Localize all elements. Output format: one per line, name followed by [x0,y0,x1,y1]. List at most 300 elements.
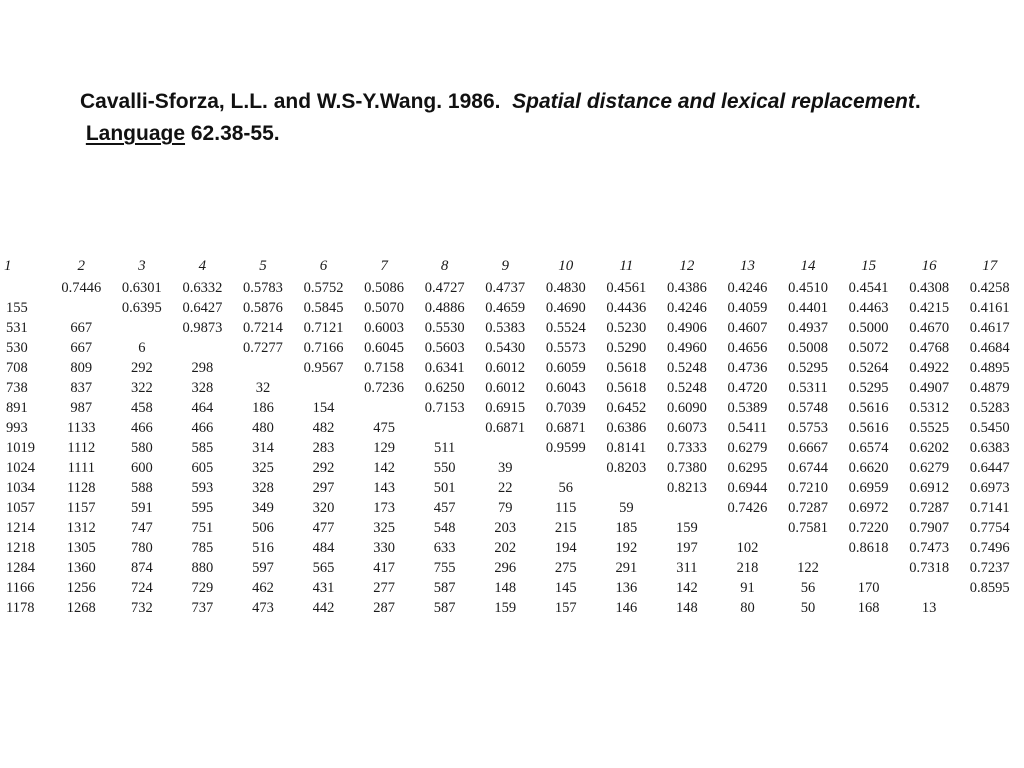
matrix-cell: 1305 [66,540,96,556]
column-header: 16 [921,258,937,274]
matrix-cell: 809 [70,360,93,376]
matrix-cell: 0.6973 [969,480,1010,496]
matrix-cell [959,598,1020,618]
matrix-cell: 0.4684 [969,340,1010,356]
column-header-row [4,254,1020,278]
matrix-cell: 466 [191,420,214,436]
matrix-cell: 0.4656 [727,340,768,356]
column-header: 5 [259,258,267,274]
matrix-cell: 56 [558,480,574,496]
citation-pages: 62.38-55. [190,122,280,145]
matrix-cell: 0.9599 [545,440,586,456]
matrix-cell: 0.6395 [121,300,162,316]
matrix-cell: 0.5248 [666,380,707,396]
matrix-cell: 0.5573 [545,340,586,356]
matrix-cell: 0.8141 [606,440,647,456]
matrix-cell: 0.4907 [909,380,950,396]
row-total-cell: 1024 [6,460,35,476]
matrix-cell: 667 [70,340,93,356]
matrix-cell: 0.5290 [606,340,647,356]
matrix-cell: 591 [130,500,153,516]
matrix-cell: 0.7210 [788,480,828,496]
matrix-cell: 0.6427 [182,300,223,316]
matrix-cell: 550 [433,460,456,476]
row-total-cell: 1214 [6,520,35,536]
matrix-cell [414,418,475,438]
column-header: 3 [138,258,146,274]
matrix-cell: 297 [312,480,335,496]
matrix-cell [172,338,233,358]
matrix-cell: 296 [494,560,517,576]
matrix-cell: 0.5752 [303,280,344,296]
row-total-cell: 1166 [6,580,35,596]
matrix-cell: 0.4670 [909,320,950,336]
matrix-cell: 330 [373,540,395,556]
matrix-cell: 170 [857,580,880,596]
matrix-cell: 785 [191,540,214,556]
table-row [4,378,1020,398]
row-total-cell [4,278,51,298]
matrix-cell: 0.7214 [243,320,283,336]
column-header: 6 [319,258,328,274]
table-row [4,298,1020,318]
matrix-cell: 0.7380 [666,460,707,476]
matrix-cell: 0.5248 [666,360,707,376]
matrix-cell: 0.5383 [485,320,526,336]
matrix-cell: 595 [191,500,214,516]
matrix-cell: 0.6301 [121,280,162,296]
matrix-cell: 593 [191,480,214,496]
matrix-cell: 218 [736,560,759,576]
row-total-cell: 708 [6,360,28,376]
matrix-cell: 0.6452 [606,400,647,416]
matrix-cell: 0.4736 [727,360,768,376]
matrix-cell: 148 [676,600,698,616]
matrix-cell: 0.4937 [788,320,828,336]
matrix-cell: 633 [433,540,456,556]
matrix-cell: 880 [191,560,214,576]
matrix-cell: 1268 [66,600,96,616]
matrix-cell: 501 [433,480,456,496]
matrix-cell: 50 [800,600,816,616]
matrix-cell: 159 [494,600,517,616]
table-row [4,578,1020,598]
matrix-cell: 1112 [67,440,96,456]
matrix-cell: 0.5072 [848,340,889,356]
column-header: 10 [558,258,574,274]
matrix-cell: 0.8213 [666,480,707,496]
matrix-cell: 0.7581 [788,520,828,536]
matrix-cell: 0.5530 [424,320,465,336]
column-header: 2 [77,258,86,274]
matrix-cell: 59 [619,500,634,516]
matrix-cell: 0.5008 [788,340,828,356]
matrix-cell: 431 [312,580,335,596]
matrix-cell: 0.6959 [848,480,889,496]
matrix-cell: 0.7333 [666,440,707,456]
matrix-cell: 215 [554,520,577,536]
matrix-cell: 0.4463 [848,300,889,316]
distance-matrix [4,254,1020,618]
matrix-cell: 186 [252,400,274,416]
matrix-cell: 168 [857,600,880,616]
matrix-cell: 203 [494,520,517,536]
matrix-cell: 0.7496 [969,540,1010,556]
matrix-cell: 325 [252,460,274,476]
matrix-cell: 0.4690 [545,300,586,316]
matrix-cell: 0.5311 [788,380,828,396]
matrix-cell: 477 [312,520,335,536]
matrix-cell: 588 [130,480,153,496]
column-header: 1 [4,258,12,274]
table-row [4,518,1020,538]
column-header: 14 [800,258,816,274]
matrix-cell: 0.5783 [243,280,283,296]
matrix-cell: 159 [676,520,698,536]
matrix-cell [657,498,718,518]
matrix-cell: 0.8595 [969,580,1010,596]
matrix-cell: 0.7473 [909,540,950,556]
matrix-cell [354,398,415,418]
matrix-cell: 298 [191,360,214,376]
matrix-cell: 417 [373,560,395,576]
column-header: 15 [861,258,877,274]
matrix-cell: 0.6972 [848,500,889,516]
matrix-cell: 0.4541 [848,280,889,296]
row-total-cell: 155 [6,300,28,316]
table-row [4,458,1020,478]
matrix-cell [596,478,657,498]
matrix-cell: 0.6059 [545,360,586,376]
matrix-cell: 482 [312,420,335,436]
matrix-cell: 154 [312,400,335,416]
matrix-cell: 464 [191,400,214,416]
matrix-cell: 0.4895 [969,360,1010,376]
matrix-cell: 0.6045 [364,340,405,356]
matrix-cell [838,558,899,578]
matrix-cell: 506 [252,520,274,536]
matrix-cell: 597 [252,560,274,576]
matrix-cell: 0.5753 [788,420,828,436]
matrix-cell: 605 [191,460,214,476]
citation-authors-year: Cavalli-Sforza, L.L. and W.S-Y.Wang. 1986. [80,90,501,113]
matrix-cell: 0.7141 [969,500,1010,516]
matrix-cell: 287 [373,600,395,616]
matrix-cell: 0.4768 [909,340,950,356]
matrix-cell: 0.5000 [848,320,889,336]
matrix-cell: 0.5411 [727,420,768,436]
matrix-cell: 0.4607 [727,320,768,336]
matrix-cell: 157 [554,600,577,616]
matrix-cell: 480 [252,420,274,436]
matrix-cell: 600 [130,460,153,476]
column-header: 17 [982,258,998,274]
matrix-cell: 146 [615,600,638,616]
matrix-cell: 0.6871 [485,420,526,436]
matrix-cell: 192 [615,540,638,556]
matrix-cell: 0.6073 [666,420,707,436]
matrix-cell: 466 [130,420,153,436]
matrix-cell: 0.5876 [243,300,283,316]
matrix-cell: 102 [736,540,759,556]
matrix-cell: 143 [373,480,395,496]
matrix-cell: 0.7158 [364,360,405,376]
matrix-cell: 0.5230 [606,320,647,336]
column-header: 11 [619,258,634,274]
matrix-cell: 0.6202 [909,440,950,456]
matrix-cell: 328 [191,380,214,396]
matrix-cell: 0.7446 [61,280,102,296]
table-row [4,418,1020,438]
matrix-cell: 585 [191,440,214,456]
matrix-cell: 475 [373,420,395,436]
matrix-cell: 0.5283 [969,400,1010,416]
matrix-cell: 0.5430 [485,340,526,356]
matrix-cell: 39 [497,460,513,476]
matrix-cell: 0.4960 [666,340,707,356]
row-total-cell: 1034 [6,480,35,496]
row-total-cell: 1057 [6,500,35,516]
matrix-cell: 328 [252,480,274,496]
matrix-cell: 0.6279 [909,460,950,476]
matrix-cell [475,438,536,458]
matrix-cell: 1157 [67,500,96,516]
matrix-cell: 91 [740,580,755,596]
matrix-cell: 6 [138,340,146,356]
matrix-cell: 667 [70,320,93,336]
table-row [4,318,1020,338]
table-row [4,278,1020,298]
matrix-cell: 0.5616 [848,400,889,416]
matrix-cell: 32 [255,380,271,396]
table-row [4,538,1020,558]
matrix-cell: 0.4386 [666,280,707,296]
matrix-cell: 1133 [67,420,96,436]
matrix-cell: 142 [373,460,395,476]
row-total-cell: 891 [6,400,28,416]
matrix-cell: 0.7287 [909,500,950,516]
row-total-cell: 1178 [6,600,35,616]
matrix-cell: 0.6620 [848,460,889,476]
matrix-cell: 0.4059 [727,300,768,316]
matrix-cell [51,298,112,318]
table-row [4,398,1020,418]
matrix-cell: 320 [312,500,335,516]
matrix-cell: 1111 [67,460,95,476]
matrix-cell [536,458,597,478]
matrix-cell: 283 [312,440,335,456]
matrix-cell: 292 [130,360,153,376]
row-total-cell: 530 [6,340,28,356]
column-header: 12 [679,258,695,274]
matrix-cell: 0.5070 [364,300,405,316]
matrix-cell: 148 [494,580,517,596]
row-total-cell: 1284 [6,560,35,576]
matrix-cell [717,518,778,538]
matrix-cell: 0.4617 [969,320,1010,336]
matrix-cell: 0.9873 [182,320,223,336]
matrix-cell: 0.8203 [606,460,647,476]
matrix-cell: 0.4879 [969,380,1010,396]
matrix-cell: 325 [373,520,395,536]
column-header: 9 [501,258,509,274]
matrix-cell: 0.5525 [909,420,950,436]
matrix-cell: 0.5603 [424,340,465,356]
citation [80,86,980,150]
table-row [4,598,1020,618]
citation-journal: Language [85,122,186,145]
matrix-cell: 56 [800,580,816,596]
matrix-cell: 0.6250 [424,380,465,396]
matrix-cell: 0.6447 [969,460,1010,476]
matrix-cell: 1360 [66,560,96,576]
matrix-cell: 0.5389 [727,400,768,416]
matrix-cell: 580 [130,440,153,456]
matrix-cell: 0.6574 [848,440,889,456]
matrix-cell: 473 [252,600,274,616]
distance-matrix-table [4,254,1020,618]
matrix-cell: 0.4830 [545,280,586,296]
matrix-cell: 0.6341 [424,360,465,376]
row-total-cell: 1218 [6,540,35,556]
matrix-cell: 202 [494,540,517,556]
matrix-cell [293,378,354,398]
matrix-cell: 0.6383 [969,440,1010,456]
matrix-cell: 747 [130,520,153,536]
matrix-cell: 0.6912 [909,480,950,496]
column-header: 13 [739,258,755,274]
matrix-cell: 0.7754 [969,520,1010,536]
matrix-cell: 484 [312,540,335,556]
row-total-cell: 531 [6,320,28,336]
matrix-cell: 185 [615,520,638,536]
matrix-cell: 0.4922 [909,360,950,376]
matrix-cell: 751 [191,520,214,536]
matrix-cell: 0.5295 [788,360,828,376]
matrix-cell: 129 [373,440,395,456]
matrix-cell: 724 [130,580,153,596]
matrix-cell: 0.7039 [545,400,586,416]
matrix-cell: 0.5616 [848,420,889,436]
matrix-cell: 458 [130,400,153,416]
matrix-cell: 0.6043 [545,380,586,396]
matrix-cell: 874 [130,560,153,576]
matrix-cell: 516 [252,540,274,556]
table-row [4,558,1020,578]
matrix-cell: 275 [554,560,577,576]
matrix-cell [778,538,839,558]
matrix-cell: 0.7318 [909,560,950,576]
citation-title: Spatial distance and lexical replacement [512,90,915,113]
table-row [4,358,1020,378]
matrix-cell: 0.4161 [969,300,1010,316]
matrix-cell: 0.7907 [909,520,950,536]
matrix-cell: 194 [554,540,577,556]
matrix-cell: 987 [70,400,93,416]
matrix-cell: 142 [676,580,698,596]
matrix-cell: 0.4561 [606,280,647,296]
matrix-cell: 0.7166 [303,340,344,356]
matrix-cell: 0.7220 [848,520,889,536]
matrix-cell: 197 [676,540,698,556]
matrix-cell: 0.6944 [727,480,768,496]
matrix-cell: 0.6090 [666,400,707,416]
matrix-cell: 80 [740,600,755,616]
column-header: 7 [380,258,388,274]
matrix-cell: 0.4737 [485,280,526,296]
matrix-cell: 0.4510 [788,280,828,296]
matrix-cell: 0.6012 [485,380,526,396]
row-total-cell: 1019 [6,440,35,456]
matrix-cell: 587 [433,580,456,596]
matrix-cell: 0.6744 [788,460,828,476]
matrix-cell: 0.6386 [606,420,647,436]
matrix-cell: 442 [312,600,335,616]
matrix-cell: 349 [252,500,274,516]
matrix-cell: 0.5618 [606,360,647,376]
matrix-cell: 0.5450 [969,420,1010,436]
matrix-cell: 291 [615,560,638,576]
matrix-cell: 0.7153 [424,400,465,416]
table-row [4,338,1020,358]
matrix-cell [112,318,173,338]
matrix-cell: 13 [921,600,937,616]
matrix-cell: 0.5618 [606,380,647,396]
matrix-cell: 0.7237 [969,560,1010,576]
table-row [4,478,1020,498]
matrix-cell: 511 [434,440,456,456]
matrix-cell: 0.6667 [788,440,828,456]
matrix-cell: 0.9567 [303,360,344,376]
matrix-cell: 0.4906 [666,320,707,336]
matrix-cell: 0.7287 [788,500,828,516]
matrix-cell: 145 [554,580,577,596]
matrix-cell: 0.4727 [424,280,465,296]
matrix-cell: 0.4886 [424,300,465,316]
matrix-cell: 0.5264 [848,360,889,376]
matrix-cell: 0.4246 [727,280,768,296]
matrix-cell: 0.7236 [364,380,405,396]
matrix-cell: 0.4659 [485,300,526,316]
matrix-cell: 565 [312,560,335,576]
matrix-cell: 1128 [67,480,96,496]
matrix-cell: 0.6915 [485,400,526,416]
matrix-cell: 732 [130,600,153,616]
matrix-cell: 837 [70,380,93,396]
matrix-cell: 122 [797,560,819,576]
matrix-cell: 292 [312,460,335,476]
matrix-cell: 1312 [66,520,96,536]
matrix-cell: 79 [497,500,513,516]
matrix-cell: 0.4436 [606,300,647,316]
matrix-cell: 0.4215 [909,300,950,316]
matrix-cell: 780 [130,540,153,556]
matrix-cell: 755 [433,560,456,576]
matrix-cell: 0.4308 [909,280,950,296]
matrix-cell: 22 [497,480,513,496]
matrix-cell: 737 [191,600,214,616]
matrix-cell: 0.4246 [666,300,707,316]
matrix-cell: 0.5748 [788,400,828,416]
matrix-cell: 115 [555,500,577,516]
matrix-cell: 0.8618 [848,540,889,556]
column-header: 8 [440,258,449,274]
matrix-cell: 0.5524 [545,320,586,336]
matrix-cell: 314 [252,440,274,456]
matrix-cell: 0.6295 [727,460,768,476]
row-total-cell: 993 [6,420,28,436]
matrix-cell: 0.6279 [727,440,768,456]
